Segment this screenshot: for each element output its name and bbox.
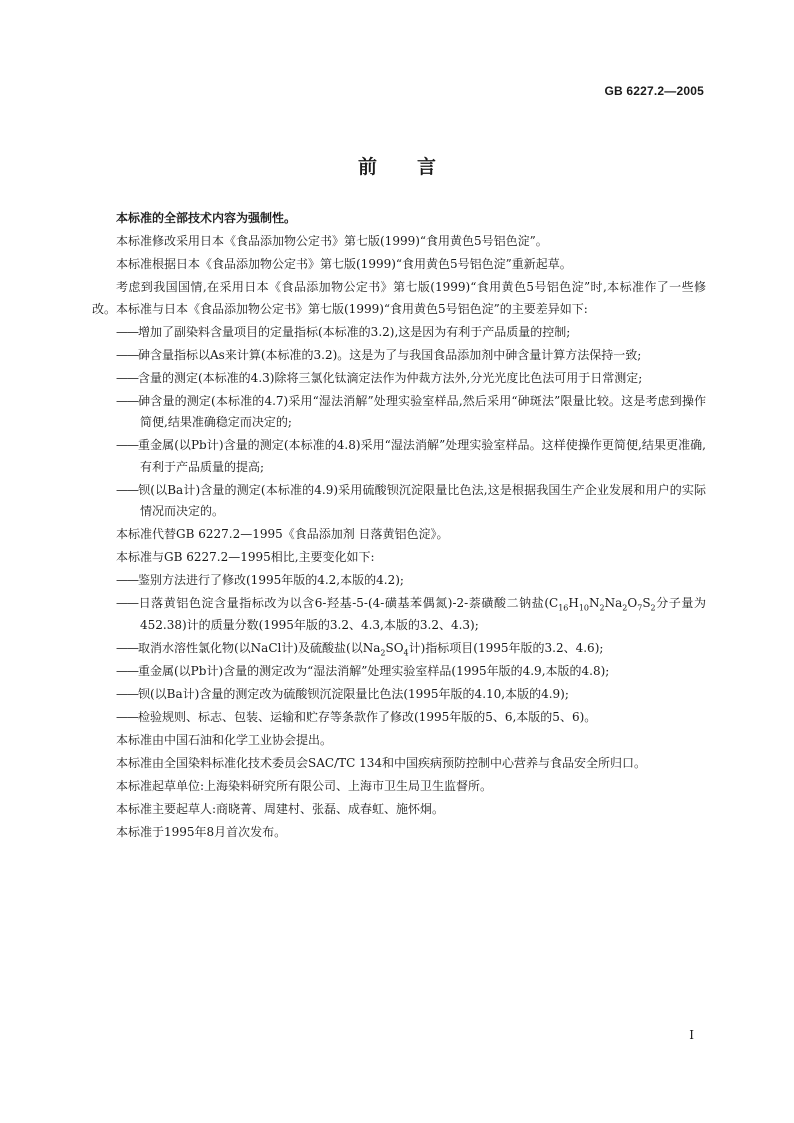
dash-marker: —— xyxy=(116,370,138,385)
formula-subscript: 7 xyxy=(637,603,643,613)
formula-element: Na xyxy=(604,596,623,610)
dash-marker: —— xyxy=(116,686,138,701)
formula-subscript: 4 xyxy=(403,647,409,657)
formula-subscript: 2 xyxy=(650,603,656,613)
drafters: 本标准主要起草人:商晓菁、周建村、张磊、成春虹、施怀炯。 xyxy=(116,801,445,816)
foreword-body xyxy=(92,208,706,845)
formula-element: SO xyxy=(385,640,404,655)
change-item xyxy=(92,570,706,592)
change-item xyxy=(92,707,706,729)
difference-item xyxy=(92,480,706,523)
difference-text: 砷含量指标以As来计算(本标准的3.2)。这是为了与我国食品添加剂中砷含量计算方法保持一致; xyxy=(138,347,642,362)
page-title: 前言 xyxy=(357,156,476,178)
dash-marker: —— xyxy=(116,438,138,452)
difference-text: 增加了副染料含量项目的定量指标(本标准的3.2),这是因为有利于产品质量的控制; xyxy=(138,324,571,339)
change-item xyxy=(92,684,706,706)
formula-subscript: 2 xyxy=(380,647,386,657)
difference-item xyxy=(92,368,706,390)
dash-marker: —— xyxy=(116,709,138,724)
formula-subscript: 10 xyxy=(578,603,590,613)
difference-text: 砷含量的测定(本标准的4.7)采用“湿法消解”处理实验室样品,然后采用“砷斑法”限量比较。这是考虑到操作简便,结果准确稳定而决定的; xyxy=(138,393,706,429)
formula-element: O xyxy=(627,596,638,610)
change-text: 鉴别方法进行了修改(1995年版的4.2,本版的4.2); xyxy=(138,573,404,587)
drafting-units: 本标准起草单位:上海染料研究所有限公司、上海市卫生局卫生监督所。 xyxy=(116,778,493,793)
change-text: 分子量为452.38)计的质量分数(1995年版的3.2、4.3,本版的3.2、4.3); xyxy=(140,596,706,632)
formula-element: H xyxy=(568,596,579,610)
difference-item xyxy=(92,322,706,344)
dash-marker: —— xyxy=(116,393,138,408)
first-issue: 本标准于1995年8月首次发布。 xyxy=(116,824,287,839)
difference-item xyxy=(92,391,706,434)
difference-text: 重金属(以Pb计)含量的测定(本标准的4.8)采用“湿法消解”处理实验室样品。这样使操作更简便,结果更准确,有利于产品质量的提高; xyxy=(138,438,706,474)
proposer-statement: 本标准由中国石油和化学工业协会提出。 xyxy=(116,732,333,747)
difference-text: 含量的测定(本标准的4.3)除将三氯化钛滴定法作为仲裁方法外,分光光度比色法可用于日常测定; xyxy=(138,370,643,385)
formula-element: S xyxy=(642,596,651,610)
difference-item xyxy=(92,435,706,478)
redraft-statement: 本标准根据日本《食品添加物公定书》第七版(1999)“食用黄色5号铝色淀”重新起草。 xyxy=(116,257,572,271)
change-text: 重金属(以Pb计)含量的测定改为“湿法消解”处理实验室样品(1995年版的4.9,本版的4.8); xyxy=(138,663,610,678)
standard-code: GB 6227.2—2005 xyxy=(604,84,704,98)
change-text: 计)指标项目(1995年版的3.2、4.6); xyxy=(408,640,604,655)
differences-intro: 考虑到我国国情,在采用日本《食品添加物公定书》第七版(1999)“食用黄色5号铝色淀”时,本标准作了一些修改。本标准与日本《食品添加物公定书》第七版(1999)“食用黄色5号铝色淀”的主要差异如下: xyxy=(92,280,706,316)
change-text: 钡(以Ba计)含量的测定改为硫酸钡沉淀限量比色法(1995年版的4.10,本版的4.9); xyxy=(138,686,569,701)
dash-marker: —— xyxy=(116,596,138,610)
change-item xyxy=(92,661,706,683)
difference-text: 钡(以Ba计)含量的测定(本标准的4.9)采用硫酸钡沉淀限量比色法,这是根据我国生产企业发展和用户的实际情况而决定的。 xyxy=(138,482,706,518)
change-item xyxy=(92,638,706,660)
adoption-statement: 本标准修改采用日本《食品添加物公定书》第七版(1999)“食用黄色5号铝色淀”。 xyxy=(116,234,548,248)
dash-marker: —— xyxy=(116,324,138,339)
difference-item xyxy=(92,345,706,367)
committee-statement: 本标准由全国染料标准化技术委员会SAC/TC 134和中国疾病预防控制中心营养与食品安全所归口。 xyxy=(116,755,647,770)
changes-intro: 本标准与GB 6227.2—1995相比,主要变化如下: xyxy=(116,550,375,564)
dash-marker: —— xyxy=(116,482,138,497)
page-number: I xyxy=(689,1028,694,1042)
change-item xyxy=(92,593,706,636)
formula-element: N xyxy=(589,596,600,610)
change-text: 日落黄铝色淀含量指标改为以含6-羟基-5-(4-磺基苯偶氮)-2-萘磺酸二钠盐(C xyxy=(138,596,559,610)
dash-marker: —— xyxy=(116,640,138,655)
change-text: 取消水溶性氯化物(以NaCl计)及硫酸盐(以Na xyxy=(138,640,381,655)
replace-note: 本标准代替GB 6227.2—1995《食品添加剂 日落黄铝色淀》。 xyxy=(116,527,449,541)
mandatory-statement: 本标准的全部技术内容为强制性。 xyxy=(116,211,297,225)
formula-subscript: 2 xyxy=(599,603,605,613)
change-text: 检验规则、标志、包装、运输和贮存等条款作了修改(1995年版的5、6,本版的5、6)。 xyxy=(138,709,597,724)
dash-marker: —— xyxy=(116,573,138,587)
dash-marker: —— xyxy=(116,347,138,362)
formula-subscript: 16 xyxy=(558,603,569,613)
dash-marker: —— xyxy=(116,663,138,678)
formula-subscript: 2 xyxy=(622,603,628,613)
